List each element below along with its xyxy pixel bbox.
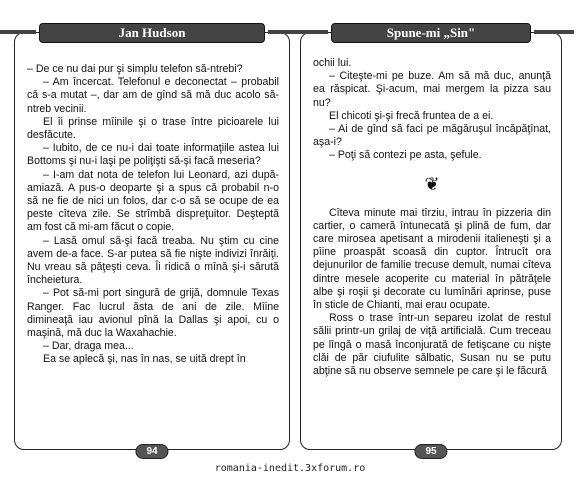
- right-page-text: [313, 57, 551, 378]
- left-page: [14, 25, 290, 457]
- paragraph: Ross o trase într-un separeu izolat de restul sălii printr-un grilaj de viţă artificială. Cum treceau pe lîngă o masă înconjurată de fetişcane cu nişte clăi de păr ciufulite sălbatic, Susan nu se putu abţine să nu observe semnele pe care şi le făcură: [313, 312, 551, 378]
- paragraph: – Ai de gînd să faci pe măgăruşul încăpăţînat, aşa-i?: [313, 123, 551, 149]
- left-page-text: [27, 63, 279, 367]
- paragraph: – Pot să-mi port singură de grijă, domnule Texas Ranger. Fac lucrul ăsta de ani de zile. Mîine dimineaţă iau avionul pînă la Dallas şi apoi, cu o maşină, mă duc la Waxahachie.: [27, 287, 279, 340]
- ornament-icon: ❦: [424, 173, 440, 194]
- paragraph: – Dar, draga mea...: [43, 340, 134, 353]
- left-page-number: 94: [135, 444, 168, 459]
- paragraph: – Iubito, de ce nu-i dai toate informaţiile astea lui Bottoms şi nu-i laşi pe poliţişti să-şi facă meseria?: [27, 142, 279, 168]
- paragraph: – Lasă omul să-şi facă treaba. Nu ştim cu cine avem de-a face. S-ar putea să fie nişte indivizi înrăiţi. Nu vreau să păţeşti ceva. Îi ridică o mînă şi-i sărută încheietura.: [27, 234, 279, 287]
- right-page-header: Spune-mi „Sin": [331, 23, 531, 43]
- paragraph: – Am încercat. Telefonul e deconectat – probabil că s-a mutat –, dar am de gînd să mă duc acolo să-ntreb vecinii.: [27, 76, 279, 115]
- paragraph: – Poţi să contezi pe asta, şefule.: [329, 149, 482, 162]
- left-page-header: Jan Hudson: [39, 23, 265, 43]
- paragraph: El chicoti şi-şi frecă fruntea de a ei.: [329, 109, 494, 122]
- paragraph: ochii lui.: [313, 57, 352, 69]
- paragraph: – De ce nu dai pur şi simplu telefon să-ntrebi?: [27, 63, 243, 75]
- paragraph: – I-am dat nota de telefon lui Leonard, azi după-amiază. A pus-o deoparte şi a spus că probabil n-o să ne fie de nici un folos, dar c-o să se ocupe de ea peste cîteva zile. Se strîmbă dispreţuitor. Deşteptă am fost că mi-am făcut o copie.: [27, 168, 279, 234]
- right-page-number: 95: [414, 444, 447, 459]
- paragraph: – Citeşte-mi pe buze. Am să mă duc, anunţă ea răspicat. Şi-acum, mai mergem la pizza sau nu?: [313, 70, 551, 109]
- footer-watermark: romania-inedit.3xforum.ro: [214, 463, 366, 474]
- paragraph: El îi prinse mîinile şi o trase între picioarele lui desfăcute.: [27, 115, 279, 142]
- right-page: [300, 25, 562, 457]
- paragraph: Cîteva minute mai tîrziu, intrau în pizzeria din cartier, o cameră întunecată şi plină de fum, dar care mirosea apetisant a mirodenii italieneşti şi a pîine proaspăt scoasă din cuptor. Întrucît ora dejunurilor de familie trecuse demult, numai cîteva dintre mesele acoperite cu material în pătrăţele albe şi roşii şi decorate cu lumînări aprinse, puse în sticle de Chianti, mai erau ocupate.: [313, 206, 551, 312]
- paragraph: Ea se aplecă şi, nas în nas, se uită drept în: [43, 353, 246, 366]
